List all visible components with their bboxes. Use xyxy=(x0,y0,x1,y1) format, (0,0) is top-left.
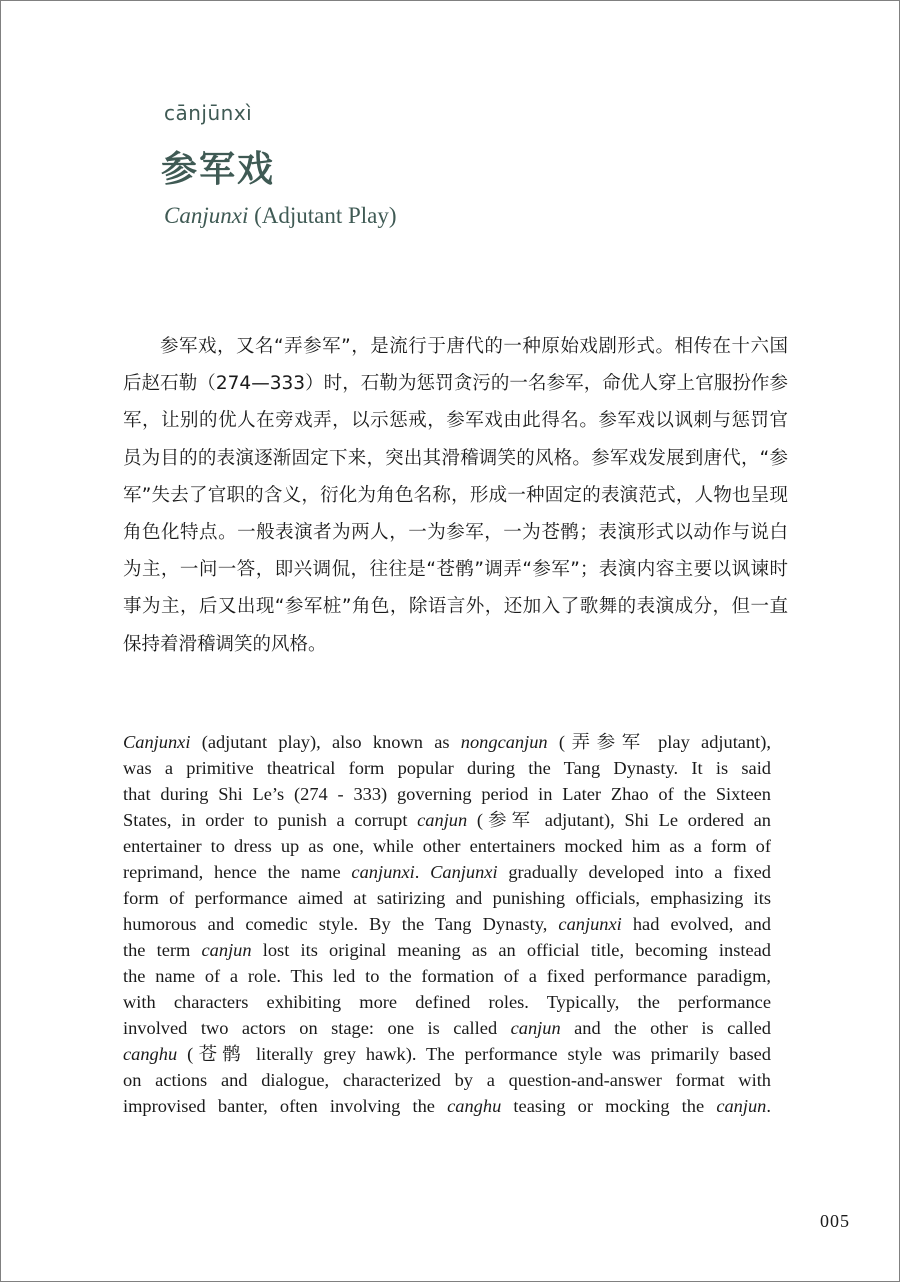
text-segment: on actions and dialogue, characterized by a question-and-answer format with xyxy=(123,1070,771,1090)
english-text-line xyxy=(123,989,771,1015)
text-segment: was a primitive theatrical form popular during the Tang Dynasty. It is said xyxy=(123,758,771,778)
italic-term: Canjunxi xyxy=(430,862,498,882)
italic-term: canjun xyxy=(201,940,252,960)
text-segment: lost its original meaning as an official title, becoming instead xyxy=(251,940,771,960)
english-text-line xyxy=(123,807,771,833)
english-text-line xyxy=(123,859,771,885)
text-segment: (adjutant play), also known as xyxy=(190,732,461,752)
text-segment: humorous and comedic style. By the Tang Dynasty, xyxy=(123,914,559,934)
english-text-line xyxy=(123,1067,771,1093)
italic-term: canghu xyxy=(123,1044,178,1064)
italic-term: canjun xyxy=(510,1018,561,1038)
english-text-line xyxy=(123,1015,771,1041)
entry-title-english xyxy=(164,203,397,229)
italic-term: canjunxi xyxy=(351,862,415,882)
text-segment: . xyxy=(766,1096,771,1116)
text-segment: that during Shi Le’s (274 - 333) governing period in Later Zhao of the Sixteen xyxy=(123,784,771,804)
entry-title-chinese: 参军戏 xyxy=(161,149,276,190)
italic-term: nongcanjun xyxy=(460,732,548,752)
english-text-line xyxy=(123,755,771,781)
chinese-body-text xyxy=(123,328,788,663)
english-text-line xyxy=(123,729,771,755)
english-text-line xyxy=(123,885,771,911)
english-text-line xyxy=(123,781,771,807)
text-segment: and the other is called xyxy=(560,1018,771,1038)
text-segment: (苍鹘 literally grey hawk). The performance style was primarily based xyxy=(177,1044,771,1064)
english-text-line xyxy=(123,1041,771,1067)
text-segment: had evolved, and xyxy=(621,914,771,934)
entry-title-english-italic: Canjunxi xyxy=(164,203,249,228)
text-segment: (参军 adjutant), Shi Le ordered an xyxy=(467,810,771,830)
italic-term: canjun xyxy=(716,1096,767,1116)
english-body-text xyxy=(123,729,771,1119)
text-segment: entertainer to dress up as one, while other entertainers mocked him as a form of xyxy=(123,836,771,856)
text-segment: with characters exhibiting more defined roles. Typically, the performance xyxy=(123,992,771,1012)
english-text-line xyxy=(123,833,771,859)
text-segment: gradually developed into a fixed xyxy=(497,862,771,882)
text-segment: the name of a role. This led to the formation of a fixed performance paradigm, xyxy=(123,966,771,986)
english-text-line xyxy=(123,963,771,989)
entry-title-english-rest: (Adjutant Play) xyxy=(248,203,397,228)
text-segment: States, in order to punish a corrupt xyxy=(123,810,418,830)
english-text-line xyxy=(123,937,771,963)
italic-term: canghu xyxy=(447,1096,502,1116)
english-text-line xyxy=(123,1093,771,1119)
text-segment: reprimand, hence the name xyxy=(123,862,352,882)
italic-term: canjunxi xyxy=(558,914,622,934)
text-segment: involved two actors on stage: one is called xyxy=(123,1018,511,1038)
text-segment: the term xyxy=(123,940,202,960)
text-segment: (弄参军 play adjutant), xyxy=(547,732,771,752)
italic-term: canjun xyxy=(417,810,468,830)
text-segment: teasing or mocking the xyxy=(501,1096,717,1116)
italic-term: Canjunxi xyxy=(123,732,191,752)
text-segment: form of performance aimed at satirizing and punishing officials, emphasizing its xyxy=(123,888,771,908)
text-segment: . xyxy=(414,862,431,882)
page-number: 005 xyxy=(820,1211,850,1231)
text-segment: improvised banter, often involving the xyxy=(123,1096,448,1116)
chinese-paragraph: 参军戏，又名“弄参军”，是流行于唐代的一种原始戏剧形式。相传在十六国后赵石勒（274—333）时，石勒为惩罚贪污的一名参军，命优人穿上官服扮作参军，让别的优人在旁戏弄，以示惩戒，参军戏由此得名。参军戏以讽刺与惩罚官员为目的的表演逐渐固定下来，突出其滑稽调笑的风格。参军戏发展到唐代，“参军”失去了官职的含义，衍化为角色名称，形成一种固定的表演范式，人物也呈现角色化特点。一般表演者为两人，一为参军，一为苍鹘；表演形式以动作与说白为主，一问一答，即兴调侃，往往是“苍鹘”调弄“参军”；表演内容主要以讽谏时事为主，后又出现“参军桩”角色，除语言外，还加入了歌舞的表演成分，但一直保持着滑稽调笑的风格。 xyxy=(123,336,788,655)
entry-pinyin: cānjūnxì xyxy=(164,101,253,125)
english-text-line xyxy=(123,911,771,937)
